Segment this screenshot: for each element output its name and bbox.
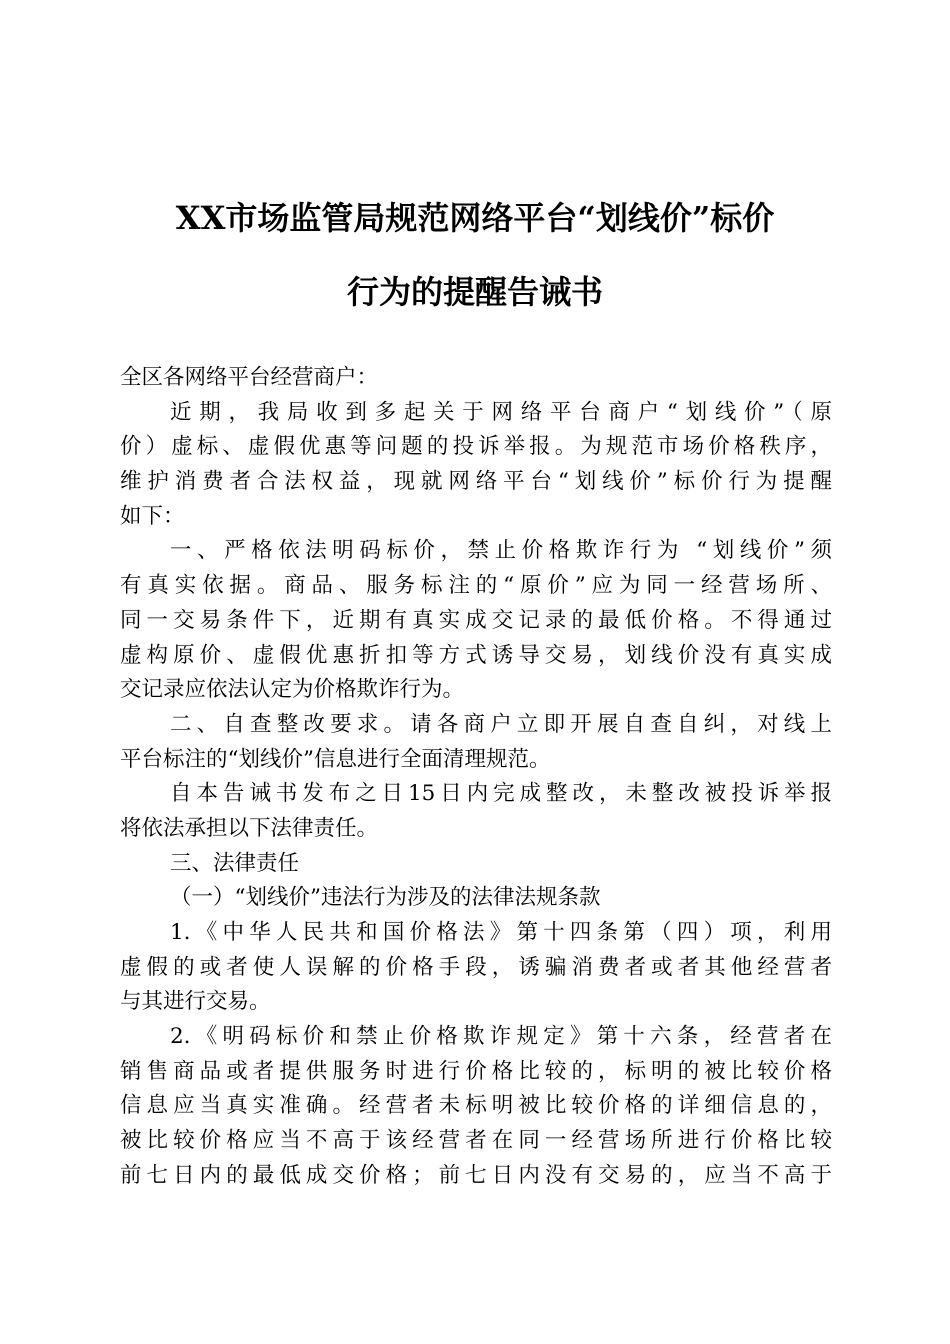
text-line: 同一交易条件下，近期有真实成交记录的最低价格。不得通过 bbox=[120, 607, 832, 633]
text-line: （一）“划线价”违法行为涉及的法律法规条款 bbox=[170, 885, 601, 911]
text-line: 交记录应依法认定为价格欺诈行为。 bbox=[120, 677, 465, 703]
text-line: 虚构原价、虚假优惠折扣等方式诱导交易，划线价没有真实成 bbox=[120, 642, 832, 668]
text-line: 虚假的或者使人误解的价格手段，诱骗消费者或者其他经营者 bbox=[120, 954, 832, 980]
text-line: 与其进行交易。 bbox=[120, 989, 271, 1015]
text-line: 一、严格依法明码标价，禁止价格欺诈行为 “划线价”须 bbox=[170, 538, 832, 564]
text-line: 维护消费者合法权益，现就网络平台“划线价”标价行为提醒 bbox=[120, 469, 832, 495]
text-line: 近期，我局收到多起关于网络平台商户“划线价”（原 bbox=[170, 399, 832, 425]
text-line: 将依法承担以下法律责任。 bbox=[120, 815, 379, 841]
text-line: 价）虚标、虚假优惠等问题的投诉举报。为规范市场价格秩序， bbox=[120, 434, 832, 460]
text-line: 前七日内的最低成交价格；前七日内没有交易的，应当不高于 bbox=[120, 1162, 832, 1188]
text-line: 全区各网络平台经营商户： bbox=[120, 365, 379, 390]
text-line: 自本告诫书发布之日15日内完成整改，未整改被投诉举报 bbox=[170, 781, 832, 807]
text-line: 1.《中华人民共和国价格法》第十四条第（四）项，利用 bbox=[170, 920, 832, 945]
text-line: 二、自查整改要求。请各商户立即开展自查自纠，对线上 bbox=[170, 711, 832, 737]
text-line: 被比较价格应当不高于该经营者在同一经营场所进行价格比较 bbox=[120, 1128, 832, 1154]
text-line: 信息应当真实准确。经营者未标明被比较价格的详细信息的， bbox=[120, 1093, 832, 1119]
text-line: 2.《明码标价和禁止价格欺诈规定》第十六条，经营者在 bbox=[170, 1024, 832, 1050]
text-line: 三、法律责任 bbox=[170, 850, 300, 876]
document-title-line-2: 行为的提醒告诫书 bbox=[346, 273, 603, 311]
text-line: 有真实依据。商品、服务标注的“原价”应为同一经营场所、 bbox=[120, 573, 832, 599]
text-line: 如下： bbox=[120, 503, 185, 529]
text-line: 销售商品或者提供服务时进行价格比较的，标明的被比较价格 bbox=[120, 1058, 832, 1084]
document-title-line-1: XX市场监管局规范网络平台“划线价”标价 bbox=[175, 199, 775, 237]
document-body bbox=[120, 361, 832, 1194]
text-line: 平台标注的“划线价”信息进行全面清理规范。 bbox=[120, 746, 551, 772]
